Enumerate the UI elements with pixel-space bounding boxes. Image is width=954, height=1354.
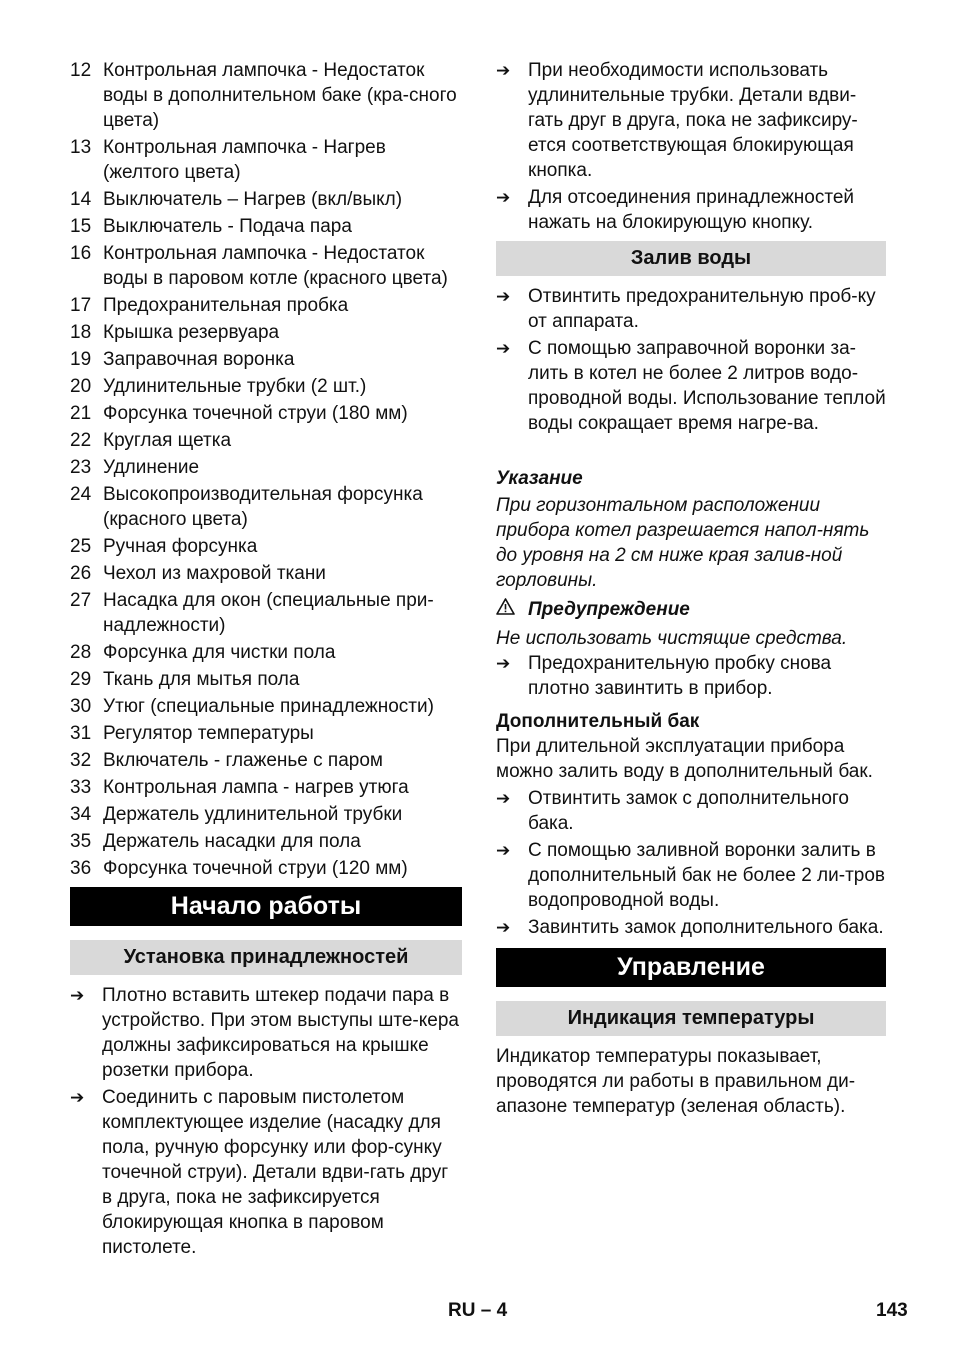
item-number: 23: [70, 457, 92, 478]
item-number: 24: [70, 484, 92, 505]
item-number: 35: [70, 831, 92, 852]
item-number: 30: [70, 696, 92, 717]
page-number: 143: [876, 1300, 908, 1321]
item-text: Удлинение: [103, 457, 200, 478]
item-number: 26: [70, 563, 92, 584]
item-number: 34: [70, 804, 92, 825]
instruction-step: [496, 185, 886, 235]
warning-heading: [496, 597, 886, 622]
step-text: Соединить с паровым пистолетом комплектующее изделие (насадку для пола, ручную форсунку или фор-сунку точечной струи). Детали вдви-гать друг в друга, пока не зафиксируется блокирующая кнопка в паровом пистолете.: [102, 1087, 449, 1258]
item-text: Держатель удлинительной трубки: [103, 804, 403, 825]
item-number: 13: [70, 137, 92, 158]
arrow-right-icon: ➔: [496, 287, 511, 306]
instruction-step: [496, 336, 886, 436]
item-text: Контрольная лампочка - Нагрев (желтого цвета): [103, 137, 386, 183]
item-number: 28: [70, 642, 92, 663]
note-label: Указание: [496, 468, 583, 489]
warning-label: Предупреждение: [528, 599, 690, 620]
item-number: 18: [70, 322, 92, 343]
instruction-step: [496, 786, 886, 836]
item-number: 21: [70, 403, 92, 424]
list-item: [70, 856, 462, 881]
item-text: Форсунка точечной струи (180 мм): [103, 403, 408, 424]
right-column: [496, 58, 886, 1119]
list-item: [70, 401, 462, 426]
left-column: [70, 58, 462, 1262]
item-number: 20: [70, 376, 92, 397]
list-item: [70, 829, 462, 854]
list-item: [70, 135, 462, 185]
item-text: Ткань для мытья пола: [103, 669, 300, 690]
arrow-right-icon: ➔: [496, 654, 511, 673]
list-item: [70, 775, 462, 800]
list-item: [70, 241, 462, 291]
subsection-heading-water-fill: Залив воды: [496, 241, 886, 276]
list-item: [70, 347, 462, 372]
instruction-step: [70, 1085, 462, 1260]
instruction-step: [496, 838, 886, 913]
parts-list: [70, 58, 462, 881]
list-item: [70, 482, 462, 532]
section-heading-control: Управление: [496, 948, 886, 987]
instruction-step: [496, 651, 886, 701]
item-text: Удлинительные трубки (2 шт.): [103, 376, 367, 397]
footer-label: RU – 4: [448, 1300, 508, 1321]
extra-tank-intro: При длительной эксплуатации прибора можно залить воду в дополнительный бак.: [496, 736, 873, 782]
list-item: [70, 534, 462, 559]
list-item: [70, 721, 462, 746]
list-item: [70, 320, 462, 345]
item-text: Контрольная лампочка - Недостаток воды в дополнительном баке (кра-сного цвета): [103, 60, 457, 131]
step-text: Завинтить замок дополнительного бака.: [528, 917, 884, 938]
list-item: [70, 374, 462, 399]
item-number: 36: [70, 858, 92, 879]
list-item: [70, 802, 462, 827]
item-text: Включатель - глаженье с паром: [103, 750, 383, 771]
list-item: [70, 187, 462, 212]
item-number: 27: [70, 590, 92, 611]
arrow-right-icon: ➔: [496, 188, 511, 207]
item-number: 33: [70, 777, 92, 798]
list-item: [70, 58, 462, 133]
step-text: Предохранительную пробку снова плотно завинтить в прибор.: [528, 653, 832, 699]
warning-text: Не использовать чистящие средства.: [496, 628, 848, 649]
item-text: Чехол из махровой ткани: [103, 563, 326, 584]
instruction-step: [70, 983, 462, 1083]
item-number: 25: [70, 536, 92, 557]
arrow-right-icon: ➔: [496, 61, 511, 80]
item-text: Крышка резервуара: [103, 322, 280, 343]
subsection-heading-accessories: Установка принадлежностей: [70, 940, 462, 975]
list-item: [70, 214, 462, 239]
list-item: [70, 748, 462, 773]
item-text: Заправочная воронка: [103, 349, 295, 370]
step-text: При необходимости использовать удлинительные трубки. Детали вдви-гать друг в друга, пока не зафиксиру-ется соответствующая блокирующая кнопка.: [528, 60, 858, 181]
arrow-right-icon: ➔: [70, 1088, 85, 1107]
step-text: С помощью заливной воронки залить в дополнительный бак не более 2 ли-тров водопроводной воды.: [528, 840, 886, 911]
arrow-right-icon: ➔: [496, 339, 511, 358]
extra-tank-heading: Дополнительный бак: [496, 711, 700, 732]
item-text: Контрольная лампа - нагрев утюга: [103, 777, 409, 798]
item-number: 15: [70, 216, 92, 237]
item-text: Выключатель - Подача пара: [103, 216, 352, 237]
subsection-heading-temperature: Индикация температуры: [496, 1001, 886, 1036]
item-number: 12: [70, 60, 92, 81]
step-text: Плотно вставить штекер подачи пара в устройство. При этом выступы ште-кера должны зафиксироваться на крышке розетки прибора.: [102, 985, 459, 1081]
list-item: [70, 561, 462, 586]
instruction-step: [496, 58, 886, 183]
note-text: При горизонтальном расположении прибора котел разрешается напол-нять до уровня на 2 см ниже края залив-ной горловины.: [496, 495, 870, 591]
item-text: Утюг (специальные принадлежности): [103, 696, 434, 717]
warning-triangle-icon: [496, 597, 528, 622]
list-item: [70, 694, 462, 719]
arrow-right-icon: ➔: [496, 789, 511, 808]
list-item: [70, 455, 462, 480]
instruction-step: [496, 915, 886, 940]
item-text: Контрольная лампочка - Недостаток воды в паровом котле (красного цвета): [103, 243, 448, 289]
list-item: [70, 428, 462, 453]
item-number: 29: [70, 669, 92, 690]
item-text: Круглая щетка: [103, 430, 232, 451]
item-number: 14: [70, 189, 92, 210]
step-text: С помощью заправочной воронки за-лить в котел не более 2 литров водо-проводной воды. Использование теплой воды сокращает время нагре-ва.: [528, 338, 886, 434]
item-text: Предохранительная пробка: [103, 295, 349, 316]
item-text: Выключатель – Нагрев (вкл/выкл): [103, 189, 403, 210]
item-number: 22: [70, 430, 92, 451]
item-text: Насадка для окон (специальные при-надлежности): [103, 590, 434, 636]
temperature-text: Индикатор температуры показывает, проводятся ли работы в правильном ди-апазоне температур (зеленая область).: [496, 1046, 856, 1117]
list-item: [70, 293, 462, 318]
list-item: [70, 667, 462, 692]
item-number: 16: [70, 243, 92, 264]
item-text: Ручная форсунка: [103, 536, 258, 557]
arrow-right-icon: ➔: [496, 841, 511, 860]
arrow-right-icon: ➔: [70, 986, 85, 1005]
list-item: [70, 640, 462, 665]
step-text: Для отсоединения принадлежностей нажать на блокирующую кнопку.: [528, 187, 855, 233]
item-number: 31: [70, 723, 92, 744]
list-item: [70, 588, 462, 638]
item-text: Высокопроизводительная форсунка (красного цвета): [103, 484, 423, 530]
item-number: 17: [70, 295, 92, 316]
step-text: Отвинтить предохранительную проб-ку от аппарата.: [528, 286, 876, 332]
item-text: Держатель насадки для пола: [103, 831, 361, 852]
arrow-right-icon: ➔: [496, 918, 511, 937]
instruction-step: [496, 284, 886, 334]
item-number: 32: [70, 750, 92, 771]
step-text: Отвинтить замок с дополнительного бака.: [528, 788, 849, 834]
item-text: Форсунка точечной струи (120 мм): [103, 858, 408, 879]
item-text: Форсунка для чистки пола: [103, 642, 336, 663]
section-heading-start: Начало работы: [70, 887, 462, 926]
item-text: Регулятор температуры: [103, 723, 314, 744]
item-number: 19: [70, 349, 92, 370]
